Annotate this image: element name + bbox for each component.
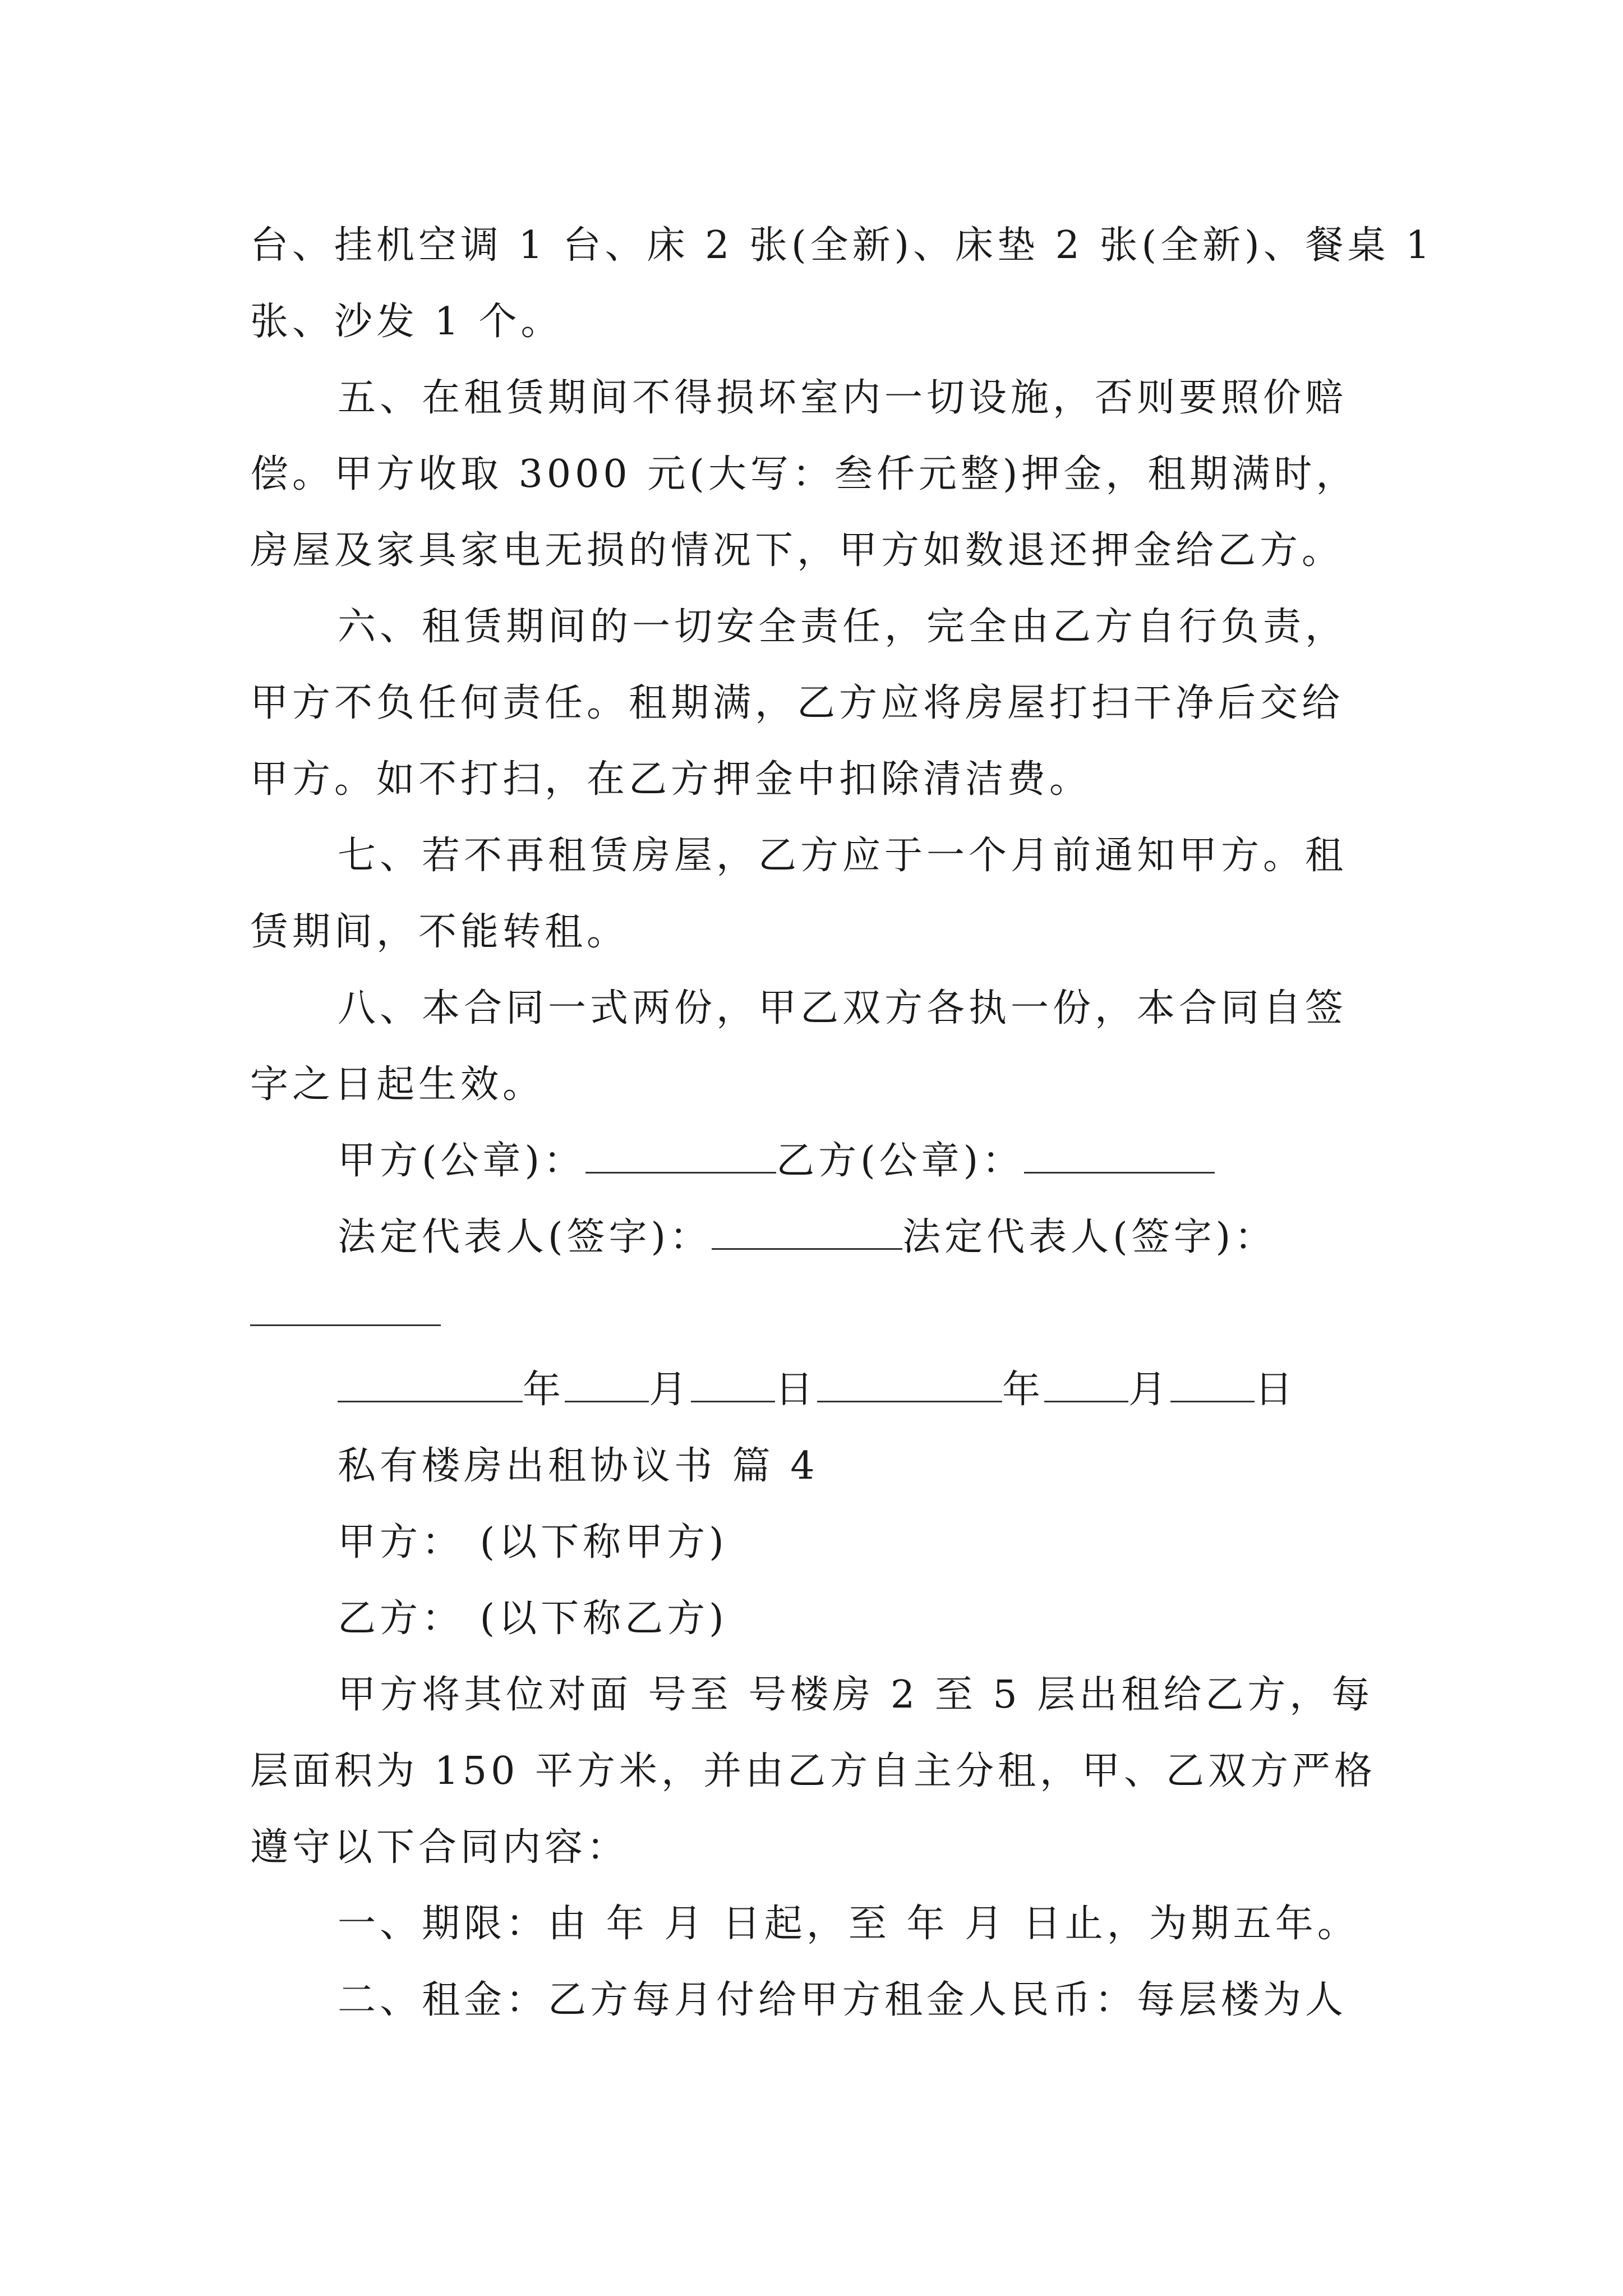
- party-b-seal-label: 乙方(公章)：: [776, 1139, 1025, 1183]
- party-a-seal-label: 甲方(公章)：: [338, 1139, 586, 1183]
- section-title: 私有楼房出租协议书 篇 4: [338, 1444, 819, 1488]
- text-line: 层面积为 150 平方米，并由乙方自主分租，甲、乙双方严格: [250, 1749, 1377, 1793]
- text-line: 七、若不再租赁房屋，乙方应于一个月前通知甲方。租: [338, 834, 1348, 878]
- party-b-seal-blank: [1024, 1137, 1215, 1174]
- date-a-day-blank: [691, 1366, 775, 1402]
- party-b-line: 乙方： (以下称乙方): [338, 1596, 728, 1641]
- party-a-seal-blank: [585, 1137, 776, 1174]
- rep-a-blank: [712, 1213, 902, 1250]
- date-a-year-label: 年: [523, 1368, 565, 1412]
- text-line: 张、沙发 1 个。: [250, 300, 563, 344]
- date-a-month-label: 月: [649, 1368, 691, 1412]
- rep-b-blank: [250, 1290, 441, 1326]
- date-b-year-blank: [817, 1366, 1002, 1402]
- date-b-month-label: 月: [1128, 1368, 1171, 1412]
- text-line: 赁期间，不能转租。: [250, 910, 629, 954]
- date-line: [338, 1363, 1482, 1417]
- date-a-day-label: 日: [775, 1368, 818, 1412]
- text-line: 六、租赁期间的一切安全责任，完全由乙方自行负责，: [338, 605, 1348, 649]
- party-a-line: 甲方： (以下称甲方): [338, 1520, 728, 1565]
- rep-b-label: 法定代表人(签字)：: [902, 1215, 1277, 1259]
- date-b-year-label: 年: [1002, 1368, 1045, 1412]
- date-a-month-blank: [565, 1366, 649, 1402]
- text-line: 五、在租赁期间不得损坏室内一切设施，否则要照价赔: [338, 376, 1348, 420]
- date-b-day-blank: [1170, 1366, 1255, 1402]
- text-line: 台、挂机空调 1 台、床 2 张(全新)、床垫 2 张(全新)、餐桌 1: [250, 223, 1434, 268]
- rep-b-blank-line: [250, 1287, 1394, 1341]
- rep-a-label: 法定代表人(签字)：: [338, 1215, 712, 1259]
- term-line: 一、期限：由 年 月 日起，至 年 月 日止，为期五年。: [338, 1902, 1359, 1946]
- text-line: 甲方不负任何责任。租期满，乙方应将房屋打扫干净后交给: [250, 681, 1344, 725]
- text-line: 房屋及家具家电无损的情况下，甲方如数退还押金给乙方。: [250, 528, 1344, 573]
- text-line: 字之日起生效。: [250, 1062, 545, 1107]
- text-line: 遵守以下合同内容：: [250, 1825, 629, 1870]
- text-line: 偿。甲方收取 3000 元(大写：叁仟元整)押金，租期满时，: [250, 452, 1358, 496]
- rent-line: 二、租金：乙方每月付给甲方租金人民币：每层楼为人: [338, 1978, 1348, 2022]
- representative-line: [338, 1211, 1482, 1264]
- date-b-month-blank: [1044, 1366, 1128, 1402]
- seal-line: [338, 1134, 1482, 1188]
- date-b-day-label: 日: [1255, 1368, 1297, 1412]
- text-line: 甲方将其位对面 号至 号楼房 2 至 5 层出租给乙方，每: [338, 1673, 1374, 1717]
- text-line: 甲方。如不打扫，在乙方押金中扣除清洁费。: [250, 757, 1092, 802]
- date-a-year-blank: [338, 1366, 523, 1402]
- text-line: 八、本合同一式两份，甲乙双方各执一份，本合同自签: [338, 986, 1348, 1030]
